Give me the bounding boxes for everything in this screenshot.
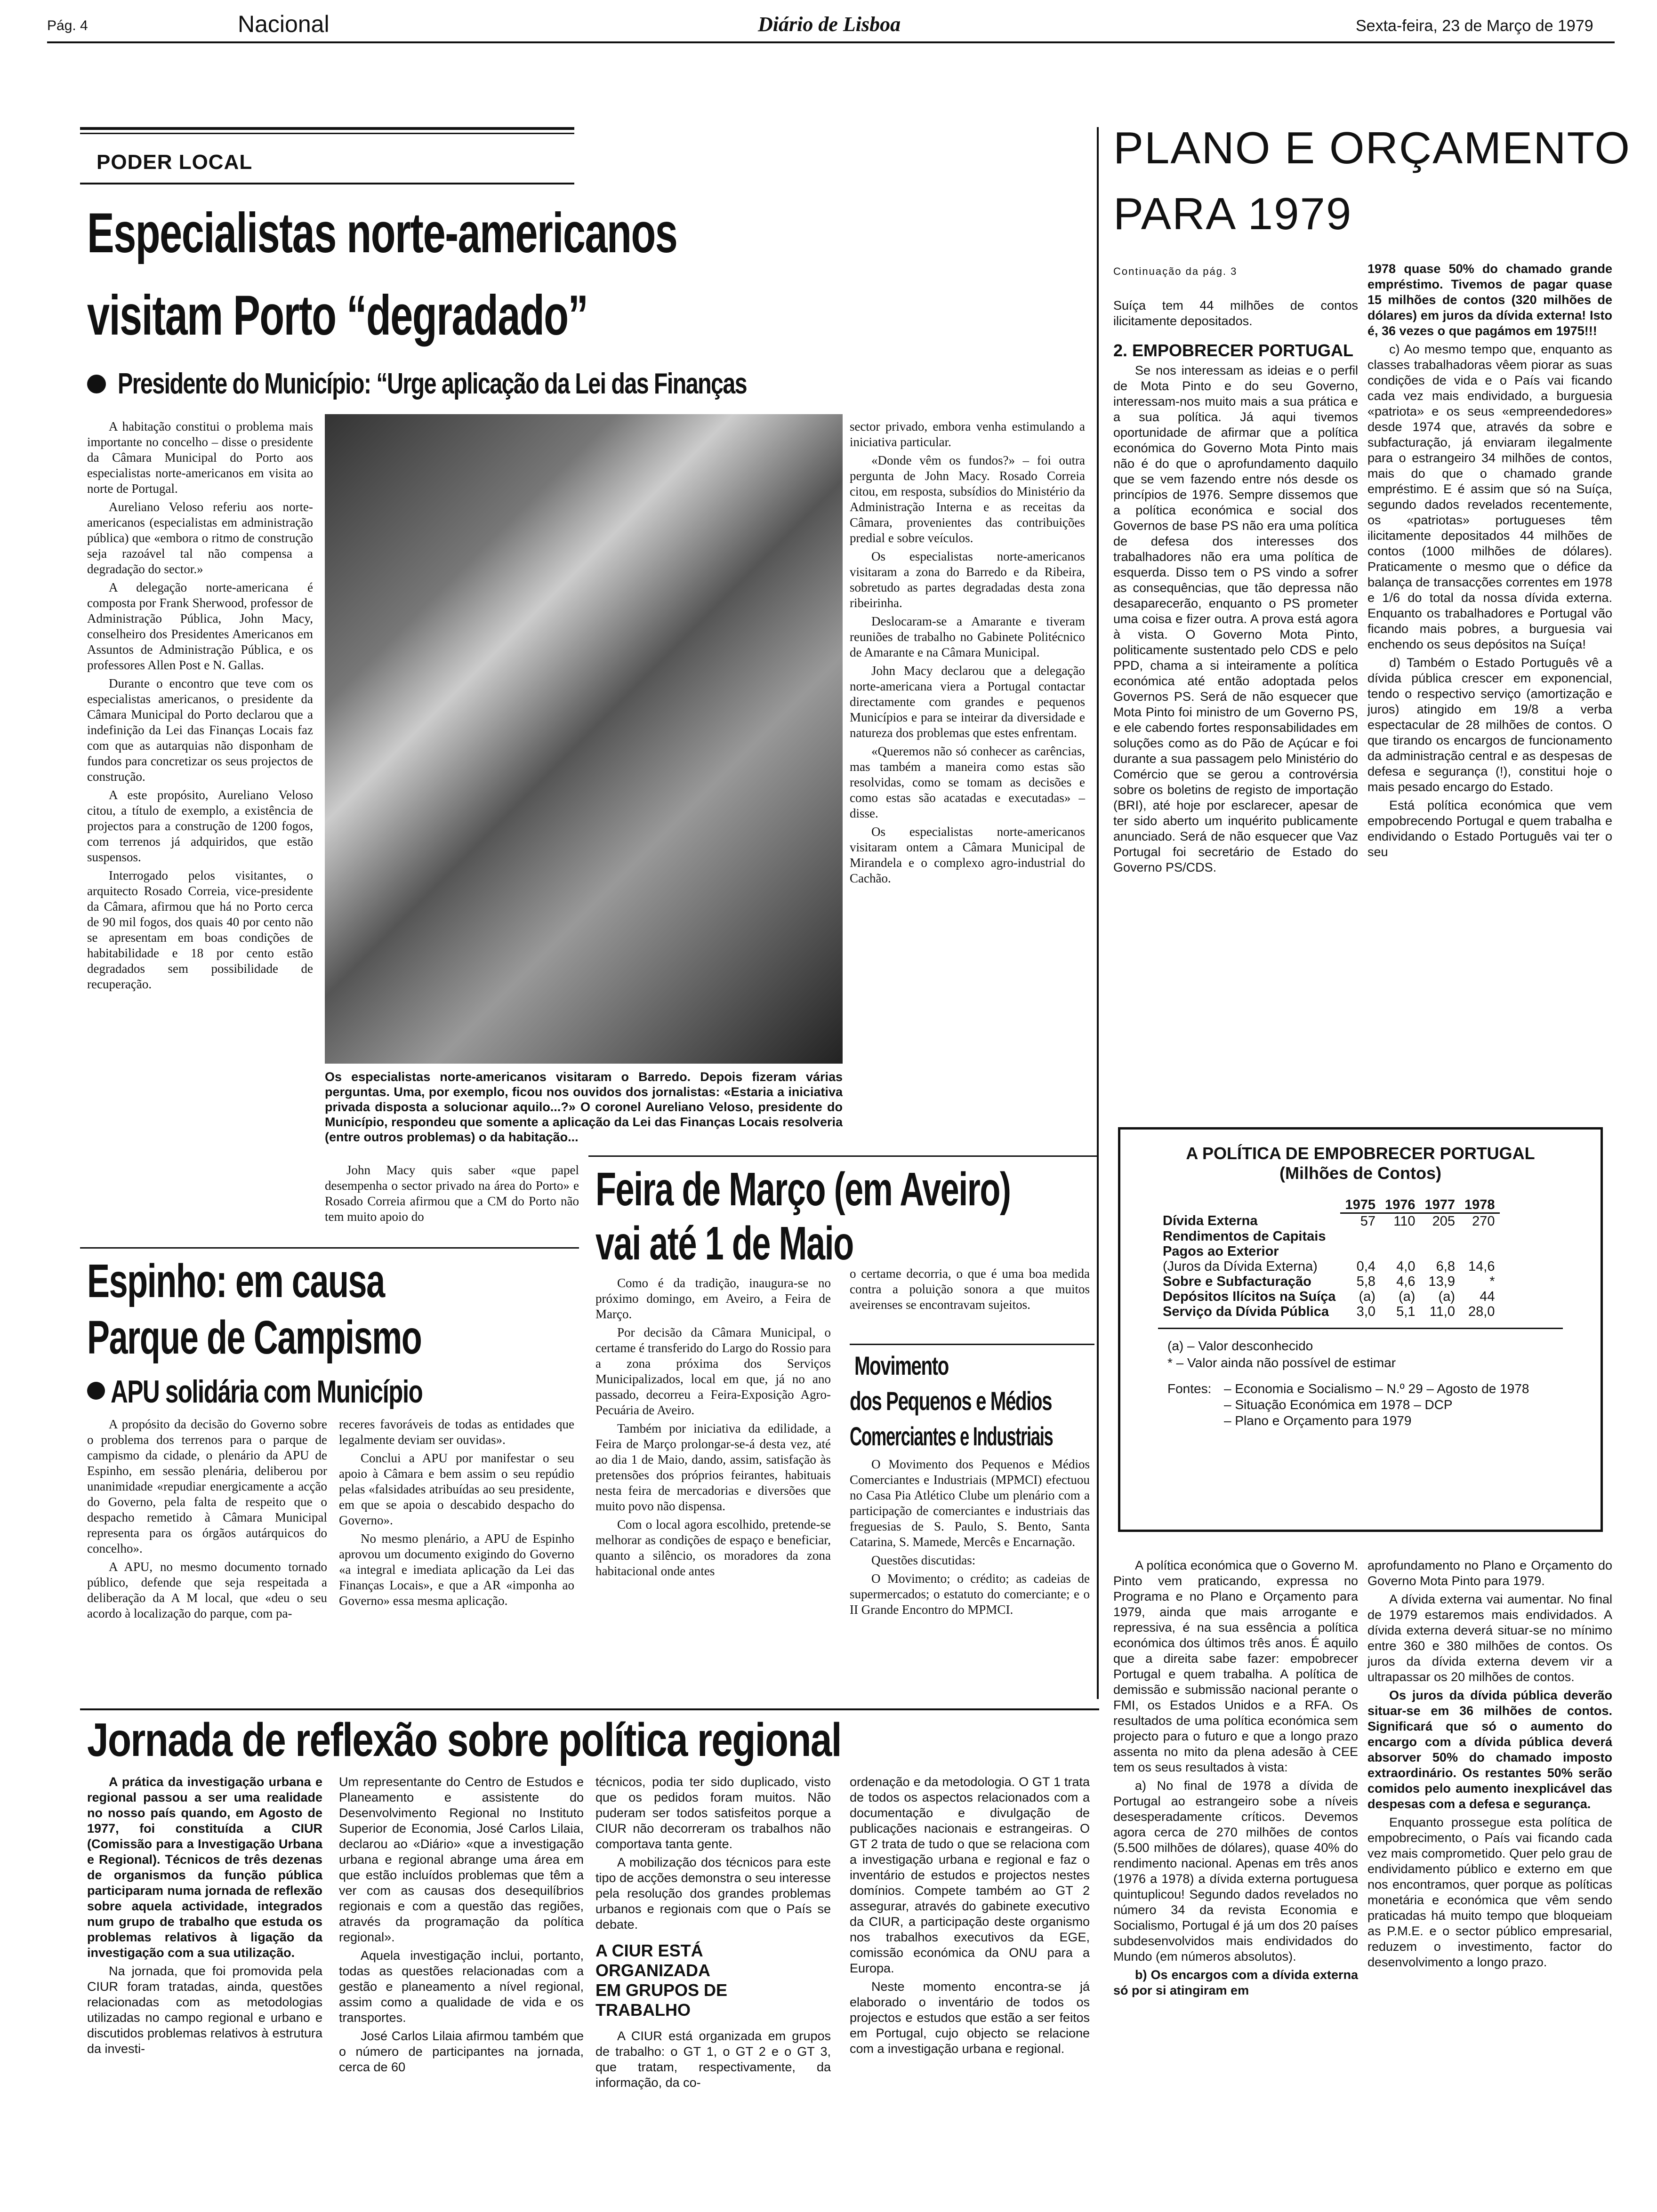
paragraph: Conclui a APU por manifestar o seu apoio à Câmara e bem assim o seu repúdio pelas «falsidades atribuídas ao seu presidente, em que se apoia o descabido despacho do Governo». <box>339 1451 574 1527</box>
paragraph: sector privado, embora venha estimulando a iniciativa particular. <box>850 419 1085 449</box>
paragraph: A mobilização dos técnicos para este tipo de acções demonstra o seu interesse pela resolução dos grandes problemas urbanos e regionais com que o País se debate. <box>595 1855 831 1931</box>
paragraph: Aquela investigação inclui, portanto, todas as questões relacionadas com a gestão e planeamento a nível regional, assim como a qualidade de vida e os transportes. <box>339 1948 584 2025</box>
article-column <box>87 1417 327 1624</box>
photo-caption: Os especialistas norte-americanos visitaram o Barredo. Depois fizeram várias perguntas. Uma, por exemplo, ficou nos ouvidos dos jornalistas: «Estaria a iniciativa privada disposta a solucionar aquilo...?» O coronel Aureliano Veloso, presidente do Município, respondeu que somente a aplicação da Lei das Finanças Locais resolveria (entre outros problemas) o da habitação... <box>325 1070 843 1144</box>
paragraph: técnicos, podia ter sido duplicado, visto que os pedidos foram muitos. Não puderam ser todos satisfeitos porque a CIUR não decorreram os trabalhos não comportava tanta gente. <box>595 1775 831 1851</box>
headline: PLANO E ORÇAMENTO <box>1113 123 1631 173</box>
paragraph: A política económica que o Governo M. Pinto vem praticando, expressa no Programa e no Plano e Orçamento para 1979, ainda que mais arrogante e repressiva, é na sua essência a política económica dos últimos três anos. É aquilo que a direita sabe fazer: empobrecer Portugal e quem trabalha. A política de demissão e submissão nacional perante o FMI, os Estados Unidos e a RFA. Os resultados de uma política económica sem projecto para o futuro e que a longo prazo assenta no mito da plena adesão à CEE tem os seus resultados à vista: <box>1113 1558 1358 1774</box>
paragraph: José Carlos Lilaia afirmou também que o número de participantes na jornada, cerca de 60 <box>339 2029 584 2074</box>
source-item: – Economia e Socialismo – N.º 29 – Agosto de 1978 <box>1224 1381 1529 1396</box>
table-row: Depósitos Ilícitos na Suíça (a) (a) (a) 44 <box>1163 1289 1495 1304</box>
continuation-note: Continuação da pág. 3 <box>1113 265 1238 277</box>
section-rule <box>588 1155 1097 1157</box>
paragraph: A delegação norte-americana é composta por Frank Sherwood, professor de Administração Pública, John Macy, conselheiro dos Presidentes Americanos em Assuntos de Administração Pública, e os professores Allen Post e N. Gallas. <box>87 580 313 672</box>
table-row: Serviço da Dívida Pública 3,0 5,1 11,0 28,0 <box>1163 1304 1495 1319</box>
paragraph: Enquanto prossegue esta política de empobrecimento, o País vai ficando cada vez mais comprometido. Quer pelo grau de endividamento público e externo em que nos encontramos, quer porque as políticas monetária e económica que vêm sendo praticadas há muito tempo que bloqueiam as P.M.E. e o sector público empresarial, reduzem o investimento, factor do desenvolvimento a longo prazo. <box>1367 1815 1612 1969</box>
paragraph: d) Também o Estado Português vê a dívida pública crescer em exponencial, tendo o respectivo serviço (amortização e juros) atingido em 19/8 a verba espectacular de 28 milhões de contos. O que tirando os encargos de funcionamento da administração central e as despesas de defesa e segurança (!), constitui hoje o mais pesado encargo do Estado. <box>1367 656 1612 794</box>
table-row: Pagos ao Exterior <box>1163 1244 1279 1259</box>
headline: Comerciantes e Industriais <box>850 1421 1053 1451</box>
paragraph: Por decisão da Câmara Municipal, o certame é transferido do Largo do Rossio para a zona próxima dos Serviços Municipalizados, local em que, já no ano passado, decorreu a Feira-Exposição Agro-Pecuária de Aveiro. <box>595 1325 831 1417</box>
paragraph: Um representante do Centro de Estudos e Planeamento e assistente do Desenvolvimento Regional no Instituto Superior de Economia, José Carlos Lilaia, declarou ao «Diário» «que a investigação urbana e regional abrange uma área em que estão incluídos problemas que têm a ver com as causas dos desequilíbrios regionais e com a questão das regiões, através da programação da política regional». <box>339 1775 584 1944</box>
subheadline: Presidente do Município: “Urge aplicação da Lei das Finanças <box>118 368 747 400</box>
year-header: 1978 <box>1460 1197 1500 1213</box>
kicker-rule <box>80 127 574 130</box>
paragraph: A prática da investigação urbana e regional passou a ser uma realidade no nosso país quando, em Agosto de 1977, foi constituída a CIUR (Comissão para a Investigação Urbana e Regional). Técnicos de três dezenas de organismos da função pública participaram numa jornada de reflexão sobre aquela actividade, integrados num grupo de trabalho que estuda os problemas relativos à ligação da investigação com a sua utilização. <box>87 1775 322 1960</box>
headline: Especialistas norte-americanos <box>87 201 677 264</box>
article-column <box>1113 264 1358 878</box>
table-note: * – Valor ainda não possível de estimar <box>1167 1355 1396 1370</box>
section-name: Nacional <box>238 11 330 37</box>
headline: visitam Porto “degradado” <box>87 284 588 347</box>
article-column <box>1367 261 1612 863</box>
headline: Espinho: em causa <box>87 1255 385 1307</box>
article-column <box>87 419 313 995</box>
headline: PARA 1979 <box>1113 189 1352 239</box>
paragraph: John Macy declarou que a delegação norte-americana viera a Portugal contactar directamente com grandes e pequenos Municípios e para se inteirar da diversidade e natureza dos problemas que estes enfrentam. <box>850 664 1085 740</box>
paragraph: Suíça tem 44 milhões de contos ilicitamente depositados. <box>1113 298 1358 328</box>
section-rule <box>80 1708 1099 1710</box>
column-divider <box>1097 127 1099 1699</box>
headline: dos Pequenos e Médios <box>850 1386 1052 1416</box>
section-rule <box>80 1247 579 1249</box>
page-number: Pág. 4 <box>47 18 88 33</box>
paragraph: Também por iniciativa da edilidade, a Feira de Março prolongar-se-á desta vez, até ao dia 1 de Maio, dando, assim, satisfação às pretensões dos próprios feirantes, habituais nesta feira de mercadorias e diversões que muito povo não dispensa. <box>595 1421 831 1513</box>
article-column <box>595 1275 831 1582</box>
paragraph: Os especialistas norte-americanos visitaram ontem a Câmara Municipal de Mirandela e o complexo agro-industrial do Cachão. <box>850 825 1085 885</box>
paragraph: Durante o encontro que teve com os especialistas americanos, o presidente da Câmara Municipal do Porto declarou que a indefinição da Lei das Finanças Locais faz com que as autarquias não disponham de fundos para concretizar os seus projectos de construção. <box>87 676 313 784</box>
year-header: 1976 <box>1380 1197 1420 1213</box>
article-column <box>850 419 1085 889</box>
sources-label: Fontes: <box>1167 1381 1212 1396</box>
headline: Parque de Campismo <box>87 1311 422 1364</box>
paragraph: a) No final de 1978 a dívida de Portugal ao estrangeiro sobe a níveis desesperadamente críticos. Devemos agora cerca de 270 milhões de contos (5.500 milhões de dólares), quase 40% do rendimento nacional. Apenas em três anos (1976 a 1978) a dívida externa portuguesa quintuplicou! Segundo dados revelados no número 34 da revista Economia e Socialismo, Portugal é já um dos 20 países subdesenvolvidos mais endividados do Mundo (em números absolutos). <box>1113 1779 1358 1964</box>
data-table-box <box>1118 1127 1603 1532</box>
article-column <box>850 1774 1090 2060</box>
paragraph: ordenação e da metodologia. O GT 1 trata de todos os aspectos relacionados com a documentação e divulgação de publicações nacionais e estrangeiras. O GT 2 trata de tudo o que se relaciona com a investigação urbana e regional e faz o inventário de estudos e projectos nestes domínios. Compete também ao GT 2 assegurar, através do gabinete executivo da CIUR, a participação deste organismo nos trabalhos executivos da EGE, comissão económica da ONU para a Europa. <box>850 1775 1090 1975</box>
paragraph: A propósito da decisão do Governo sobre o problema dos terrenos para o parque de campismo da cidade, o plenário da APU de Espinho, em sessão plenária, deliberou por unanimidade «repudiar energicamente a acção do Governo, pela falta de respeito que o despacho remetido à Câmara Municipal representa para os órgãos autárquicos do concelho». <box>87 1417 327 1555</box>
paragraph: Está política económica que vem empobrecendo Portugal e quem trabalha e endividando o Estado Português vai ter o seu <box>1367 798 1612 859</box>
subheadline: APU solidária com Município <box>111 1374 423 1410</box>
paragraph: «Queremos não só conhecer as carências, mas também a maneira como estas são resolvidas, como se tomam as decisões e como estas são acatadas e executadas» – disse. <box>850 744 1085 820</box>
headline: Jornada de reflexão sobre política regional <box>87 1714 841 1766</box>
paragraph: O Movimento dos Pequenos e Médios Comerciantes e Industriais (MPMCI) efectuou no Casa Pia Atlético Clube um plenário com a participação de comerciantes e industriais das freguesias de S. Paulo, S. Bento, Santa Catarina, S. Mamede, Mercês e Encarnação. <box>850 1457 1090 1549</box>
paragraph: 1978 quase 50% do chamado grande empréstimo. Tivemos de pagar quase 15 milhões de contos (320 milhões de dólares) em juros da dívida externa! Isto é, 36 vezes o que pagámos em 1975!!! <box>1367 262 1612 338</box>
paragraph: o certame decorria, o que é uma boa medida contra a poluição sonora a que muitos aveirenses se encontravam sujeitos. <box>850 1266 1090 1312</box>
paragraph: Questões discutidas: <box>871 1553 976 1567</box>
paragraph: «Donde vêm os fundos?» – foi outra pergunta de John Macy. Rosado Correia citou, em resposta, subsídios do Ministério da Administração Interna e as receitas da Câmara, provenientes das contribuições predial e sobre veículos. <box>850 453 1085 545</box>
paragraph: Os especialistas norte-americanos visitaram a zona do Barredo e da Ribeira, sobretudo as partes degradadas desta zona ribeirinha. <box>850 549 1085 610</box>
paragraph: Aureliano Veloso referiu aos norte-americanos (especialistas em administração pública) que «embora o ritmo de construção seja razoável tal não compensa a degradação do sector.» <box>87 500 313 576</box>
bullet-icon <box>87 375 106 393</box>
paragraph: aprofundamento no Plano e Orçamento do Governo Mota Pinto para 1979. <box>1367 1558 1612 1588</box>
table-title: A POLÍTICA DE EMPOBRECER PORTUGAL <box>1186 1144 1535 1163</box>
paragraph: No mesmo plenário, a APU de Espinho aprovou um documento exigindo do Governo «a integral e imediata aplicação da Lei das Finanças Locais», e que a AR «imponha ao Governo» essa mesma aplicação. <box>339 1531 574 1608</box>
paragraph: receres favoráveis de todas as entidades que legalmente deviam ser ouvidas». <box>339 1417 574 1447</box>
kicker-rule <box>80 133 574 134</box>
section-kicker: PODER LOCAL <box>97 151 253 174</box>
paragraph: Neste momento encontra-se já elaborado o inventário de todos os projectos e estudos que estão a ser feitos em Portugal, cujo objecto se relacione com a investigação urbana e regional. <box>850 1980 1090 2056</box>
paragraph: Se nos interessam as ideias e o perfil de Mota Pinto e do seu Governo, interessam-nos muito mais a sua prática e a sua política. Já aqui tivemos oportunidade de afirmar que a política económica do Governo Mota Pinto mais não é do que o aprofundamento daquilo que se vem fazendo entre nós desde os princípios de 1976. Sempre dissemos que a política económica e social dos Governos de base PS não era uma política de defesa dos interesses dos trabalhadores não era uma política de esquerda. Disso tem o PS vindo a sofrer as consequências, que tão depressa não desaparecerão, enquanto o PS prometer uma coisa e fizer outra. A prova está agora à vista. O Governo Mota Pinto, politicamente sustentado pelo CDS e pelo PPD, chama a si inteiramente a política económica até então adoptada pelos Governos PS. Será de não esquecer que Mota Pinto foi ministro de um Governo PS, e ele cabendo fortes responsabilidades em soluções como as do Pão de Açúcar e foi durante a sua passagem pelo Ministério do Comércio que se gerou a controvérsia sobre os boletins de registo de importação (BRI), até hoje por esclarecer, apesar de ter sido aberto um inquérito publicamente anunciado. Será de não esquecer que Vaz Portugal foi secretário de Estado do Governo PS/CDS. <box>1113 363 1358 874</box>
debt-table <box>1158 1197 1500 1319</box>
masthead: Diário de Lisboa <box>758 13 901 36</box>
paragraph: c) Ao mesmo tempo que, enquanto as classes trabalhadoras vêem piorar as suas condições de vida e o País vai ficando cada vez mais endividado, a burguesia «patriota» e os seus «empreendedores» desde 1974 que, através da sobre e subfacturação, já enviaram ilegalmente para o estrangeiro 34 milhões de contos, mais do que o chamado grande empréstimo. E é assim que só na Suíça, segundo dados revelados recentemente, os «patriotas» portugueses têm ilicitamente depositados 44 milhões de contos (1000 milhões de dólares). Praticamente o mesmo que o défice da balança de transacções correntes em 1978 e 1/6 do total da nossa dívida externa. Enquanto os trabalhadores e Portugal vão ficando mais pobres, a burguesia vai enchendo os seus depósitos na Suíça! <box>1367 342 1612 651</box>
year-header: 1977 <box>1420 1197 1460 1213</box>
headline: Movimento <box>854 1351 949 1380</box>
article-column <box>339 1417 574 1611</box>
table-row: Rendimentos de Capitais <box>1163 1229 1326 1244</box>
paragraph: A habitação constitui o problema mais importante no concelho – disse o presidente da Câmara Municipal do Porto aos especialistas norte-americanos em visita ao norte de Portugal. <box>87 419 313 496</box>
table-subtitle: (Milhões de Contos) <box>1279 1163 1441 1183</box>
subheadline: 2. EMPOBRECER PORTUGAL <box>1113 341 1354 360</box>
paragraph: Na jornada, que foi promovida pela CIUR foram tratadas, ainda, questões relacionadas com as metodologias utilizadas no campo regional e urbano e discutidos problemas relativos à estrutura da investi- <box>87 1964 322 2056</box>
barredo-photo <box>325 414 843 1064</box>
year-header: 1975 <box>1340 1197 1380 1213</box>
paragraph: John Macy quis saber «que papel desempenha o sector privado na área do Porto» e Rosado Correia afirmou que a CM do Porto não tem muito apoio do <box>325 1163 579 1224</box>
paragraph: b) Os encargos com a dívida externa só por si atingiram em <box>1113 1968 1358 1997</box>
kicker-underline <box>80 183 574 184</box>
headline: Feira de Março (em Aveiro) <box>595 1163 1011 1216</box>
subheadline: A CIUR ESTÁ ORGANIZADA EM GRUPOS DE TRABALHO <box>595 1941 728 2020</box>
paragraph: A APU, no mesmo documento tornado público, defende que seja respeitada a deliberação da A M local, que «deu o seu acordo à localização do parque, com pa- <box>87 1560 327 1620</box>
headline: vai até 1 de Maio <box>595 1217 853 1270</box>
paragraph: O Movimento; o crédito; as cadeias de supermercados; o estatuto do comerciante; e o II Grande Encontro do MPMCI. <box>850 1571 1090 1617</box>
source-item: – Plano e Orçamento para 1979 <box>1224 1413 1412 1428</box>
table-row: Dívida Externa 57 110 205 270 <box>1163 1213 1495 1229</box>
section-rule <box>850 1344 1094 1345</box>
paragraph: Como é da tradição, inaugura-se no próximo domingo, em Aveiro, a Feira de Março. <box>595 1276 831 1321</box>
paragraph: A este propósito, Aureliano Veloso citou, a título de exemplo, a existência de projectos para a construção de 1200 fogos, com terrenos já adquiridos, que estão suspensos. <box>87 788 313 864</box>
source-item: – Situação Económica em 1978 – DCP <box>1224 1397 1453 1412</box>
article-column <box>850 1457 1090 1620</box>
paragraph: Interrogado pelos visitantes, o arquitecto Rosado Correia, vice-presidente da Câmara, afirmou que há no Porto cerca de 90 mil fogos, dos quais 40 por cento não se apresentam em boas condições de habitabilidade e 18 por cento estão degradados sem possibilidade de recuperação. <box>87 868 313 991</box>
paragraph: A dívida externa vai aumentar. No final de 1979 estaremos mais endividados. A dívida externa deverá situar-se no mínimo entre 360 e 380 milhões de contos. Os juros da dívida externa devem vir a ultrapassar os 20 milhões de contos. <box>1367 1592 1612 1684</box>
paragraph: Os juros da dívida pública deverão situar-se em 36 milhões de contos. Significará que só o aumento do encargo com a dívida pública deverá absorver 50% do chamado imposto extraordinário. Os restantes 50% serão comidos pelo aumento inexplicável das despesas com a defesa e segurança. <box>1367 1688 1612 1811</box>
article-column <box>87 1774 322 2060</box>
table-row: Sobre e Subfacturação 5,8 4,6 13,9 * <box>1163 1274 1495 1289</box>
table-row: (Juros da Dívida Externa) 0,4 4,0 6,8 14,6 <box>1163 1259 1495 1274</box>
article-column <box>595 1774 831 2093</box>
article-column <box>1367 1558 1612 1973</box>
article-column <box>325 1162 579 1227</box>
article-column <box>1113 1558 1358 2001</box>
paragraph: Com o local agora escolhido, pretende-se melhorar as condições de espaço e beneficiar, quanto a silêncio, os moradores da zona habitacional onde antes <box>595 1517 831 1578</box>
article-column <box>339 1774 584 2078</box>
paragraph: A CIUR está organizada em grupos de trabalho: o GT 1, o GT 2 e o GT 3, que tratam, respectivamente, da informação, da co- <box>595 2029 831 2090</box>
article-column <box>850 1266 1090 1315</box>
bullet-icon <box>87 1382 105 1400</box>
issue-date: Sexta-feira, 23 de Março de 1979 <box>1356 17 1593 35</box>
header-rule <box>47 41 1615 43</box>
table-note: (a) – Valor desconhecido <box>1167 1338 1313 1353</box>
paragraph: Deslocaram-se a Amarante e tiveram reuniões de trabalho no Gabinete Politécnico de Amarante e na Câmara Municipal. <box>850 614 1085 659</box>
